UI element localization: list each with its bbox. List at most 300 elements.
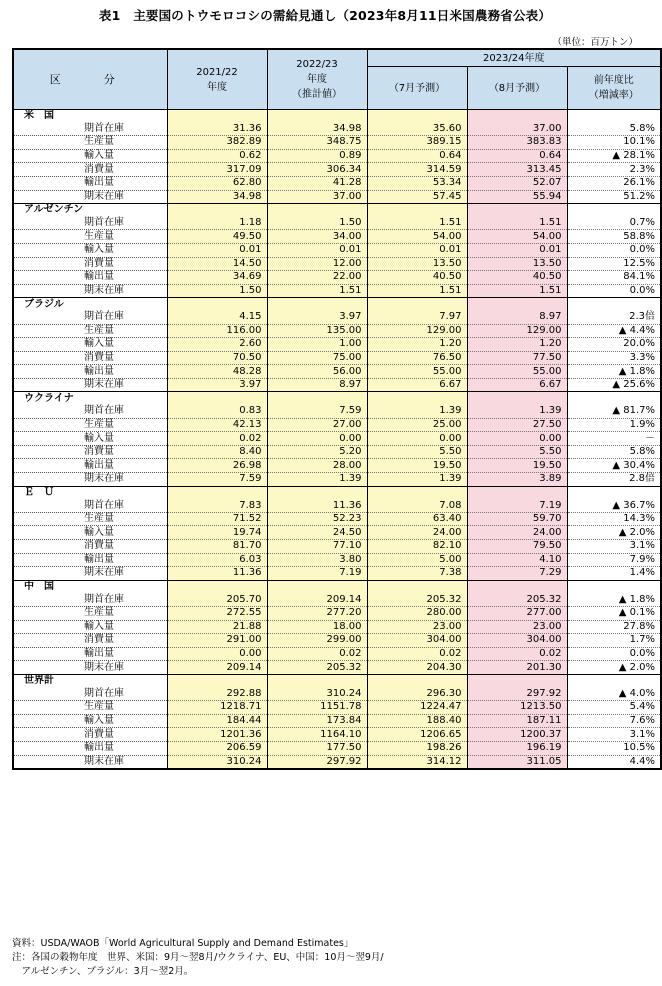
country-spacer-cell: [467, 298, 567, 311]
value-yoy-change: 10.5%: [567, 741, 661, 755]
item-label: 消費量: [13, 351, 167, 365]
table-row: [13, 338, 661, 352]
value-august-forecast: 37.00: [467, 123, 567, 136]
table-row: [13, 230, 661, 244]
country-spacer-cell: [167, 298, 267, 311]
item-label: 期末在庫: [13, 661, 167, 675]
value-2022-23: 41.28: [267, 176, 367, 190]
value-july-forecast: 40.50: [367, 271, 467, 285]
value-yoy-change: 20.0%: [567, 338, 661, 352]
value-2022-23: 297.92: [267, 755, 367, 769]
value-2022-23: 7.19: [267, 567, 367, 581]
value-2021-22: 31.36: [167, 123, 267, 136]
value-2022-23: 3.80: [267, 553, 367, 567]
item-label: 輸入量: [13, 432, 167, 446]
table-row: [13, 606, 661, 620]
value-2022-23: 1.39: [267, 473, 367, 487]
table-row: [13, 714, 661, 728]
table-row: [13, 567, 661, 581]
country-row-ukraine: [13, 392, 661, 405]
value-2021-22: 49.50: [167, 230, 267, 244]
value-2021-22: 0.00: [167, 647, 267, 661]
value-july-forecast: 1224.47: [367, 701, 467, 715]
country-spacer-cell: [367, 392, 467, 405]
country-spacer-cell: [367, 110, 467, 123]
country-spacer-cell: [367, 674, 467, 687]
value-2021-22: 70.50: [167, 351, 267, 365]
value-2022-23: 27.00: [267, 418, 367, 432]
value-august-forecast: 7.19: [467, 499, 567, 512]
value-2021-22: 42.13: [167, 418, 267, 432]
value-2022-23: 0.01: [267, 243, 367, 257]
value-yoy-change: ▲ 0.1%: [567, 606, 661, 620]
table-row: [13, 728, 661, 742]
table-row: [13, 647, 661, 661]
value-august-forecast: 313.45: [467, 163, 567, 177]
value-2022-23: 205.32: [267, 661, 367, 675]
table-row: [13, 136, 661, 150]
country-spacer-cell: [567, 580, 661, 593]
value-july-forecast: 296.30: [367, 688, 467, 701]
value-august-forecast: 0.64: [467, 149, 567, 163]
item-label: 消費量: [13, 445, 167, 459]
value-july-forecast: 205.32: [367, 593, 467, 606]
table-row: [13, 324, 661, 338]
item-label: 輸出量: [13, 176, 167, 190]
country-row-china: [13, 580, 661, 593]
item-label: 輸入量: [13, 526, 167, 540]
value-august-forecast: 19.50: [467, 459, 567, 473]
value-august-forecast: 24.00: [467, 526, 567, 540]
value-yoy-change: ▲ 4.4%: [567, 324, 661, 338]
value-july-forecast: 7.08: [367, 499, 467, 512]
value-yoy-change: 2.3%: [567, 163, 661, 177]
country-spacer-cell: [467, 392, 567, 405]
country-spacer-cell: [367, 204, 467, 217]
value-2021-22: 1.18: [167, 217, 267, 230]
item-label: 期末在庫: [13, 473, 167, 487]
value-yoy-change: ▲ 28.1%: [567, 149, 661, 163]
table-row: [13, 661, 661, 675]
value-yoy-change: ▲ 36.7%: [567, 499, 661, 512]
item-label: 輸出量: [13, 741, 167, 755]
value-2021-22: 0.01: [167, 243, 267, 257]
value-august-forecast: 77.50: [467, 351, 567, 365]
table-row: [13, 351, 661, 365]
value-august-forecast: 54.00: [467, 230, 567, 244]
item-label: 期首在庫: [13, 311, 167, 324]
country-spacer-cell: [467, 580, 567, 593]
value-2022-23: 11.36: [267, 499, 367, 512]
value-july-forecast: 1206.65: [367, 728, 467, 742]
value-july-forecast: 0.02: [367, 647, 467, 661]
value-2021-22: 0.02: [167, 432, 267, 446]
value-july-forecast: 82.10: [367, 540, 467, 554]
value-yoy-change: 26.1%: [567, 176, 661, 190]
country-spacer-cell: [567, 298, 661, 311]
item-label: 輸入量: [13, 620, 167, 634]
value-august-forecast: 55.00: [467, 365, 567, 379]
value-2021-22: 1.50: [167, 284, 267, 298]
note-crop-year: 注：各国の穀物年度 世界、米国：9月～翌8月/ウクライナ、EU、中国：10月～翌9月/: [12, 952, 384, 963]
table-row: [13, 284, 661, 298]
value-july-forecast: 280.00: [367, 606, 467, 620]
table-row: [13, 243, 661, 257]
country-spacer-cell: [367, 486, 467, 499]
value-august-forecast: 187.11: [467, 714, 567, 728]
value-august-forecast: 196.19: [467, 741, 567, 755]
country-spacer-cell: [567, 204, 661, 217]
country-spacer-cell: [367, 580, 467, 593]
table-row: [13, 755, 661, 769]
value-july-forecast: 6.67: [367, 378, 467, 392]
item-label: 期末在庫: [13, 190, 167, 204]
country-spacer-cell: [367, 298, 467, 311]
table-row: [13, 271, 661, 285]
value-2021-22: 34.69: [167, 271, 267, 285]
value-july-forecast: 129.00: [367, 324, 467, 338]
value-august-forecast: 59.70: [467, 512, 567, 526]
value-2022-23: 34.98: [267, 123, 367, 136]
table-row: [13, 741, 661, 755]
note-crop-year-cont: アルゼンチン、ブラジル：3月～翌2月。: [12, 966, 194, 977]
value-yoy-change: ▲ 2.0%: [567, 526, 661, 540]
value-2022-23: 77.10: [267, 540, 367, 554]
value-august-forecast: 201.30: [467, 661, 567, 675]
value-july-forecast: 23.00: [367, 620, 467, 634]
item-label: 消費量: [13, 163, 167, 177]
header-yoy-change: 前年度比 （増減率）: [567, 67, 661, 110]
country-name: Ｅ Ｕ: [13, 486, 167, 499]
item-label: 輸出量: [13, 271, 167, 285]
value-2021-22: 7.59: [167, 473, 267, 487]
value-2021-22: 11.36: [167, 567, 267, 581]
value-yoy-change: 5.8%: [567, 445, 661, 459]
value-2022-23: 306.34: [267, 163, 367, 177]
table-row: [13, 593, 661, 606]
value-yoy-change: 5.4%: [567, 701, 661, 715]
country-spacer-cell: [467, 110, 567, 123]
value-august-forecast: 3.89: [467, 473, 567, 487]
value-2021-22: 34.98: [167, 190, 267, 204]
country-spacer-cell: [467, 674, 567, 687]
item-label: 輸出量: [13, 647, 167, 661]
value-august-forecast: 129.00: [467, 324, 567, 338]
table-row: [13, 540, 661, 554]
table-row: [13, 499, 661, 512]
country-spacer-cell: [267, 298, 367, 311]
value-2022-23: 1.51: [267, 284, 367, 298]
table-row: [13, 688, 661, 701]
value-july-forecast: 76.50: [367, 351, 467, 365]
country-spacer-cell: [267, 674, 367, 687]
item-label: 消費量: [13, 728, 167, 742]
value-2021-22: 272.55: [167, 606, 267, 620]
country-row-us: [13, 110, 661, 123]
value-july-forecast: 0.64: [367, 149, 467, 163]
value-2022-23: 277.20: [267, 606, 367, 620]
table-row: [13, 123, 661, 136]
value-2022-23: 24.50: [267, 526, 367, 540]
value-2021-22: 2.60: [167, 338, 267, 352]
value-yoy-change: 0.0%: [567, 284, 661, 298]
value-2021-22: 3.97: [167, 378, 267, 392]
value-2021-22: 0.62: [167, 149, 267, 163]
value-yoy-change: 4.4%: [567, 755, 661, 769]
country-spacer-cell: [267, 110, 367, 123]
value-august-forecast: 297.92: [467, 688, 567, 701]
value-2021-22: 19.74: [167, 526, 267, 540]
value-august-forecast: 0.01: [467, 243, 567, 257]
value-2021-22: 21.88: [167, 620, 267, 634]
value-2021-22: 206.59: [167, 741, 267, 755]
value-2021-22: 1218.71: [167, 701, 267, 715]
country-spacer-cell: [167, 486, 267, 499]
value-august-forecast: 383.83: [467, 136, 567, 150]
value-2022-23: 34.00: [267, 230, 367, 244]
value-yoy-change: 3.1%: [567, 728, 661, 742]
item-label: 期首在庫: [13, 405, 167, 418]
value-yoy-change: 0.0%: [567, 243, 661, 257]
value-2022-23: 348.75: [267, 136, 367, 150]
table-row: [13, 257, 661, 271]
country-name: 世界計: [13, 674, 167, 687]
value-2022-23: 1164.10: [267, 728, 367, 742]
table-row: [13, 620, 661, 634]
value-2021-22: 291.00: [167, 634, 267, 648]
value-2021-22: 310.24: [167, 755, 267, 769]
item-label: 期首在庫: [13, 499, 167, 512]
value-august-forecast: 23.00: [467, 620, 567, 634]
value-july-forecast: 25.00: [367, 418, 467, 432]
value-july-forecast: 389.15: [367, 136, 467, 150]
value-july-forecast: 7.38: [367, 567, 467, 581]
value-2022-23: 0.00: [267, 432, 367, 446]
item-label: 生産量: [13, 701, 167, 715]
item-label: 消費量: [13, 540, 167, 554]
item-label: 輸出量: [13, 553, 167, 567]
country-spacer-cell: [267, 392, 367, 405]
value-2021-22: 317.09: [167, 163, 267, 177]
notes: [12, 937, 384, 979]
value-august-forecast: 4.10: [467, 553, 567, 567]
value-yoy-change: 1.9%: [567, 418, 661, 432]
value-yoy-change: ▲ 4.0%: [567, 688, 661, 701]
country-spacer-cell: [167, 204, 267, 217]
country-spacer-cell: [167, 392, 267, 405]
table-row: [13, 311, 661, 324]
value-july-forecast: 7.97: [367, 311, 467, 324]
value-july-forecast: 35.60: [367, 123, 467, 136]
value-2022-23: 177.50: [267, 741, 367, 755]
table-row: [13, 418, 661, 432]
value-2022-23: 18.00: [267, 620, 367, 634]
value-august-forecast: 304.00: [467, 634, 567, 648]
item-label: 輸出量: [13, 459, 167, 473]
value-august-forecast: 205.32: [467, 593, 567, 606]
value-august-forecast: 1213.50: [467, 701, 567, 715]
value-july-forecast: 314.12: [367, 755, 467, 769]
value-august-forecast: 6.67: [467, 378, 567, 392]
value-july-forecast: 1.20: [367, 338, 467, 352]
value-august-forecast: 311.05: [467, 755, 567, 769]
value-yoy-change: 2.3倍: [567, 311, 661, 324]
item-label: 期末在庫: [13, 567, 167, 581]
header-2021-22: 2021/22 年度: [167, 49, 267, 110]
country-name: アルゼンチン: [13, 204, 167, 217]
value-yoy-change: ▲ 1.8%: [567, 365, 661, 379]
value-2022-23: 8.97: [267, 378, 367, 392]
item-label: 輸出量: [13, 365, 167, 379]
value-august-forecast: 277.00: [467, 606, 567, 620]
item-label: 期首在庫: [13, 123, 167, 136]
value-2022-23: 0.02: [267, 647, 367, 661]
value-july-forecast: 1.51: [367, 217, 467, 230]
value-2021-22: 205.70: [167, 593, 267, 606]
table-row: [13, 405, 661, 418]
document-title: 表1 主要国のトウモロコシの需給見通し（2023年8月11日米国農務省公表）: [98, 8, 552, 23]
value-yoy-change: ▲ 1.8%: [567, 593, 661, 606]
item-label: 輸入量: [13, 338, 167, 352]
value-july-forecast: 204.30: [367, 661, 467, 675]
value-2021-22: 8.40: [167, 445, 267, 459]
value-yoy-change: 10.1%: [567, 136, 661, 150]
value-july-forecast: 304.00: [367, 634, 467, 648]
country-name: ウクライナ: [13, 392, 167, 405]
value-yoy-change: 2.8倍: [567, 473, 661, 487]
item-label: 輸入量: [13, 243, 167, 257]
value-yoy-change: －: [567, 432, 661, 446]
value-yoy-change: 7.9%: [567, 553, 661, 567]
table-row: [13, 526, 661, 540]
table-body: [13, 110, 661, 770]
value-2022-23: 12.00: [267, 257, 367, 271]
country-spacer-cell: [567, 392, 661, 405]
item-label: 生産量: [13, 418, 167, 432]
value-2022-23: 1.00: [267, 338, 367, 352]
country-row-brazil: [13, 298, 661, 311]
value-2022-23: 209.14: [267, 593, 367, 606]
table-row: [13, 634, 661, 648]
country-spacer-cell: [467, 486, 567, 499]
header-july-forecast: （7月予測）: [367, 67, 467, 110]
table-row: [13, 473, 661, 487]
table-row: [13, 553, 661, 567]
item-label: 生産量: [13, 512, 167, 526]
value-2022-23: 299.00: [267, 634, 367, 648]
country-name: 米 国: [13, 110, 167, 123]
header-2022-23: 2022/23 年度 （推計値）: [267, 49, 367, 110]
value-2021-22: 14.50: [167, 257, 267, 271]
country-row-world: [13, 674, 661, 687]
value-august-forecast: 52.07: [467, 176, 567, 190]
item-label: 消費量: [13, 634, 167, 648]
country-spacer-cell: [567, 674, 661, 687]
country-spacer-cell: [267, 580, 367, 593]
value-july-forecast: 19.50: [367, 459, 467, 473]
table-row: [13, 445, 661, 459]
value-yoy-change: 0.7%: [567, 217, 661, 230]
value-2021-22: 209.14: [167, 661, 267, 675]
header-row: [13, 49, 661, 67]
value-2022-23: 5.20: [267, 445, 367, 459]
value-july-forecast: 0.01: [367, 243, 467, 257]
country-row-eu: [13, 486, 661, 499]
value-august-forecast: 8.97: [467, 311, 567, 324]
note-source: 資料：USDA/WAOB「World Agricultural Supply and Demand Estimates」: [12, 938, 354, 949]
value-2022-23: 310.24: [267, 688, 367, 701]
country-spacer-cell: [267, 486, 367, 499]
value-2022-23: 37.00: [267, 190, 367, 204]
value-august-forecast: 13.50: [467, 257, 567, 271]
country-spacer-cell: [267, 204, 367, 217]
value-yoy-change: ▲ 2.0%: [567, 661, 661, 675]
value-2022-23: 52.23: [267, 512, 367, 526]
value-july-forecast: 53.34: [367, 176, 467, 190]
value-2022-23: 135.00: [267, 324, 367, 338]
value-2021-22: 184.44: [167, 714, 267, 728]
value-2021-22: 116.00: [167, 324, 267, 338]
value-july-forecast: 24.00: [367, 526, 467, 540]
value-august-forecast: 0.02: [467, 647, 567, 661]
value-yoy-change: ▲ 81.7%: [567, 405, 661, 418]
header-august-forecast: （8月予測）: [467, 67, 567, 110]
value-yoy-change: 1.7%: [567, 634, 661, 648]
value-yoy-change: 3.3%: [567, 351, 661, 365]
unit-label: （単位：百万トン）: [552, 37, 638, 48]
country-name: 中 国: [13, 580, 167, 593]
table-row: [13, 701, 661, 715]
item-label: 期末在庫: [13, 284, 167, 298]
value-july-forecast: 5.00: [367, 553, 467, 567]
value-2022-23: 28.00: [267, 459, 367, 473]
value-2022-23: 0.89: [267, 149, 367, 163]
value-july-forecast: 63.40: [367, 512, 467, 526]
table-row: [13, 190, 661, 204]
value-2022-23: 1151.78: [267, 701, 367, 715]
header-2023-24-group: 2023/24年度: [367, 49, 661, 67]
item-label: 期首在庫: [13, 593, 167, 606]
country-spacer-cell: [567, 486, 661, 499]
value-2021-22: 1201.36: [167, 728, 267, 742]
table-row: [13, 163, 661, 177]
value-yoy-change: ▲ 30.4%: [567, 459, 661, 473]
value-august-forecast: 5.50: [467, 445, 567, 459]
value-july-forecast: 57.45: [367, 190, 467, 204]
value-july-forecast: 188.40: [367, 714, 467, 728]
table-row: [13, 432, 661, 446]
country-spacer-cell: [167, 674, 267, 687]
item-label: 輸入量: [13, 149, 167, 163]
value-july-forecast: 54.00: [367, 230, 467, 244]
value-2021-22: 26.98: [167, 459, 267, 473]
value-july-forecast: 314.59: [367, 163, 467, 177]
value-2021-22: 62.80: [167, 176, 267, 190]
value-yoy-change: 84.1%: [567, 271, 661, 285]
value-august-forecast: 1.39: [467, 405, 567, 418]
value-2022-23: 3.97: [267, 311, 367, 324]
value-july-forecast: 1.39: [367, 473, 467, 487]
item-label: 期首在庫: [13, 688, 167, 701]
value-2021-22: 48.28: [167, 365, 267, 379]
item-label: 期首在庫: [13, 217, 167, 230]
value-yoy-change: 1.4%: [567, 567, 661, 581]
table-row: [13, 365, 661, 379]
value-august-forecast: 7.29: [467, 567, 567, 581]
value-july-forecast: 13.50: [367, 257, 467, 271]
value-2021-22: 0.83: [167, 405, 267, 418]
value-2021-22: 71.52: [167, 512, 267, 526]
